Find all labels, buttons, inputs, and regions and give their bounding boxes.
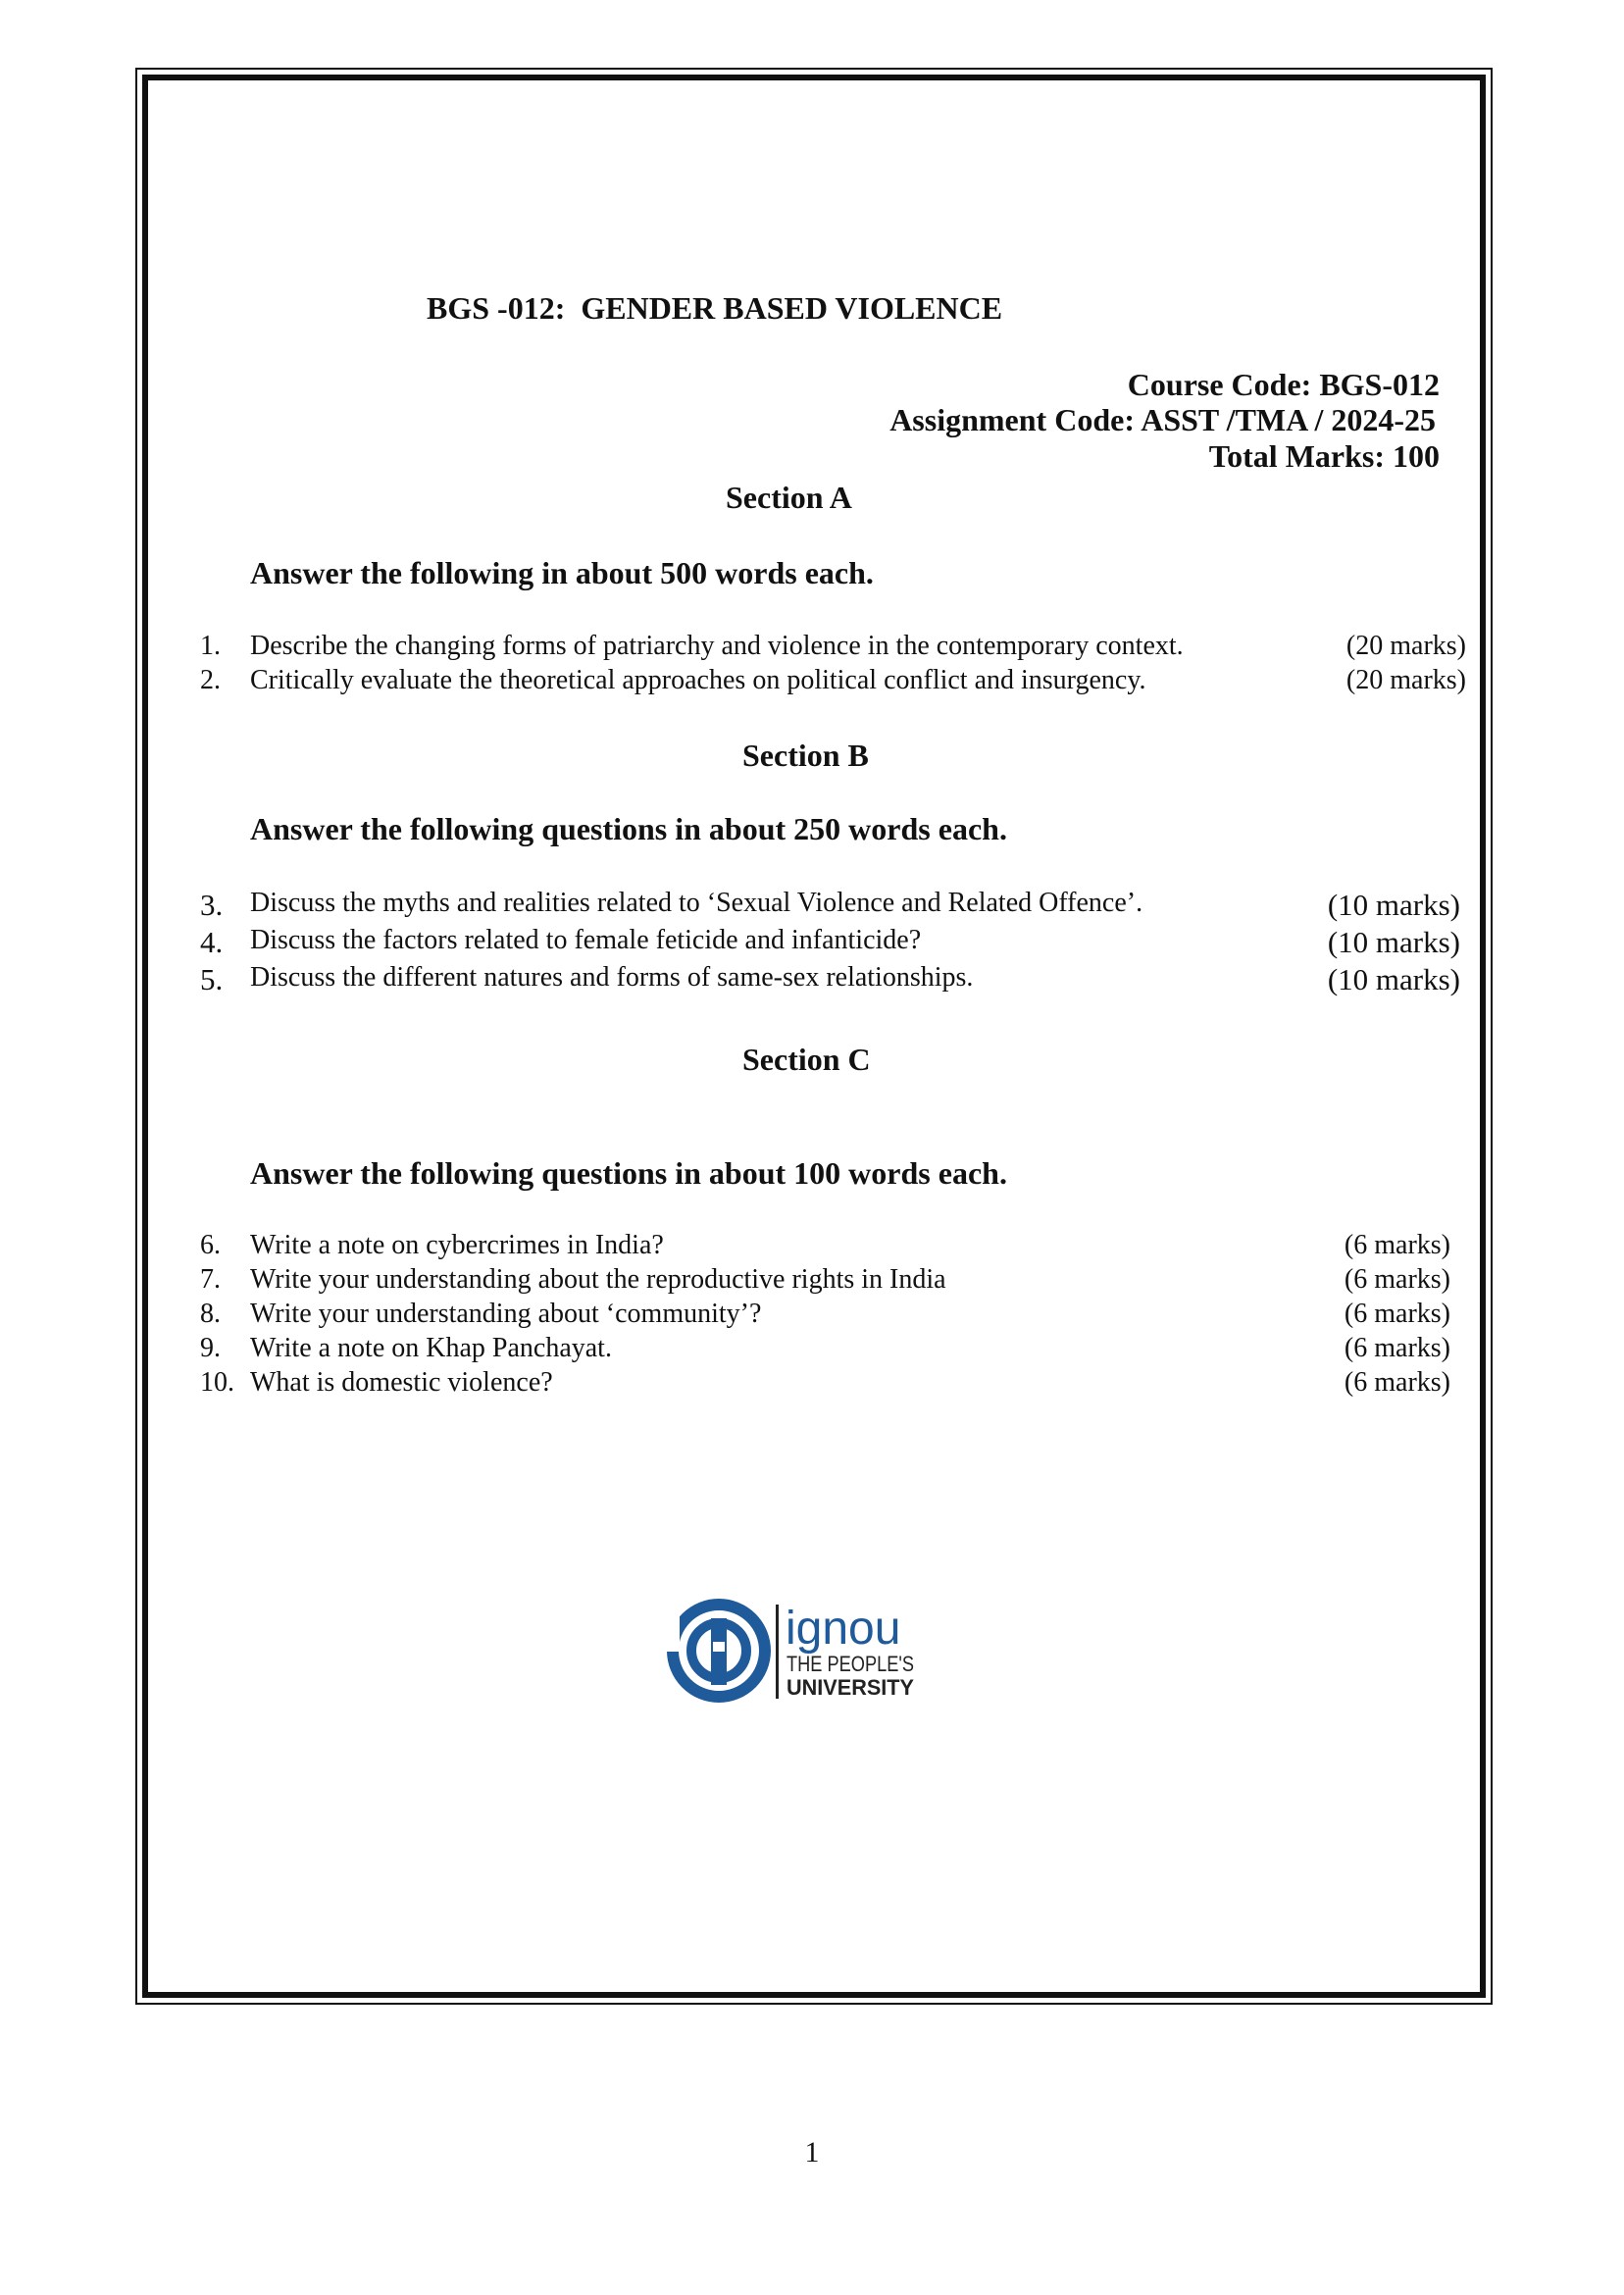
assignment-code: Assignment Code: ASST /TMA / 2024-25 <box>889 402 1436 437</box>
question-marks: (10 marks) <box>1327 962 1460 996</box>
question-row <box>0 631 1624 666</box>
question-number: 5. <box>200 962 224 996</box>
question-text: What is domestic violence? <box>250 1367 553 1398</box>
question-row <box>0 665 1624 700</box>
question-row <box>0 1264 1624 1300</box>
question-marks: (6 marks) <box>1344 1299 1450 1329</box>
question-number: 3. <box>200 888 224 922</box>
question-text: Discuss the factors related to female feticide and infanticide? <box>250 925 922 955</box>
section-b-heading: Section B <box>742 738 869 773</box>
question-number: 6. <box>200 1230 221 1260</box>
question-number: 10. <box>200 1367 234 1398</box>
course-code: Course Code: BGS-012 <box>1127 367 1440 402</box>
question-row <box>0 1367 1624 1402</box>
svg-text:ignou: ignou <box>786 1603 901 1655</box>
section-a-instruction: Answer the following in about 500 words each. <box>250 555 874 590</box>
page-border-inner <box>142 75 1486 1998</box>
question-marks: (10 marks) <box>1327 888 1460 922</box>
svg-text:THE PEOPLE'S: THE PEOPLE'S <box>787 1652 914 1676</box>
question-text: Write a note on Khap Panchayat. <box>250 1333 612 1363</box>
question-marks: (6 marks) <box>1344 1264 1450 1295</box>
question-row <box>0 888 1624 923</box>
question-number: 4. <box>200 925 224 959</box>
question-marks: (10 marks) <box>1327 925 1460 959</box>
document-title: BGS -012: GENDER BASED VIOLENCE <box>427 290 1003 326</box>
question-marks: (20 marks) <box>1345 665 1466 695</box>
section-b-instruction: Answer the following questions in about 250 words each. <box>250 811 1007 846</box>
section-c-instruction: Answer the following questions in about 100 words each. <box>250 1155 1007 1191</box>
section-c-heading: Section C <box>742 1042 871 1077</box>
question-text: Describe the changing forms of patriarchy and violence in the contemporary context. <box>250 631 1184 661</box>
section-a-heading: Section A <box>726 480 852 515</box>
question-text: Write your understanding about ‘community’? <box>250 1299 762 1329</box>
question-marks: (6 marks) <box>1344 1367 1450 1398</box>
total-marks: Total Marks: 100 <box>1208 438 1440 474</box>
question-text: Write a note on cybercrimes in India? <box>250 1230 664 1260</box>
question-text: Write your understanding about the reproductive rights in India <box>250 1264 946 1295</box>
question-marks: (6 marks) <box>1344 1333 1450 1363</box>
question-text: Discuss the myths and realities related to ‘Sexual Violence and Related Offence’. <box>250 888 1143 918</box>
question-number: 9. <box>200 1333 221 1363</box>
question-row <box>0 1333 1624 1368</box>
ignou-logo <box>664 1597 939 1705</box>
question-row <box>0 1299 1624 1334</box>
page-number: 1 <box>804 2136 820 2168</box>
question-number: 1. <box>200 631 221 661</box>
question-row <box>0 925 1624 960</box>
svg-text:UNIVERSITY: UNIVERSITY <box>787 1675 915 1700</box>
question-row <box>0 962 1624 997</box>
question-text: Critically evaluate the theoretical approaches on political conflict and insurgency. <box>250 665 1146 695</box>
question-row <box>0 1230 1624 1265</box>
question-number: 7. <box>200 1264 221 1295</box>
question-marks: (20 marks) <box>1345 631 1466 661</box>
question-number: 8. <box>200 1299 221 1329</box>
question-text: Discuss the different natures and forms of same-sex relationships. <box>250 962 974 993</box>
question-marks: (6 marks) <box>1344 1230 1450 1260</box>
ignou-logo-icon <box>664 1597 939 1705</box>
question-number: 2. <box>200 665 221 695</box>
